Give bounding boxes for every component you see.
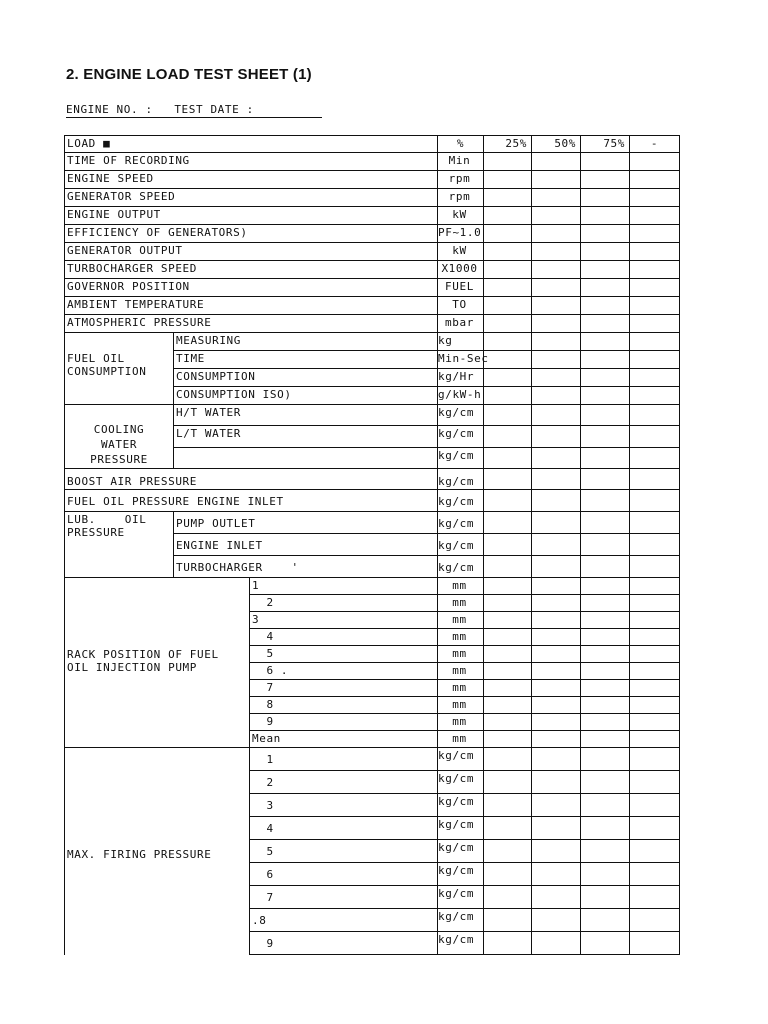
firing-item-2-unit: kg/cm xyxy=(437,770,484,794)
firing-item-3-value-3[interactable] xyxy=(580,793,630,817)
rack-item-8-label: 8 xyxy=(249,696,438,714)
row-engine-output-value-4[interactable] xyxy=(629,206,680,225)
firing-item-2-value-2[interactable] xyxy=(531,770,581,794)
row-generator-speed-value-3[interactable] xyxy=(580,188,630,207)
firing-item-4-value-2[interactable] xyxy=(531,816,581,840)
cooling-item-2-value-4[interactable] xyxy=(629,425,680,448)
firing-item-9-label: 9 xyxy=(249,931,438,955)
cooling-item-1-value-4[interactable] xyxy=(629,404,680,426)
rack-item-2-value-3[interactable] xyxy=(580,594,630,612)
row-generator-speed-unit: rpm xyxy=(437,188,484,207)
firing-item-9-value-3[interactable] xyxy=(580,931,630,955)
rack-item-10-value-4[interactable] xyxy=(629,730,680,748)
fuel_oil-item-4-value-4[interactable] xyxy=(629,386,680,405)
row-engine-output-value-1[interactable] xyxy=(483,206,532,225)
row-atmospheric-pressure-label: ATMOSPHERIC PRESSURE xyxy=(64,314,438,333)
lub-group-label: LUB. OIL PRESSURE xyxy=(64,511,174,578)
rack-item-8-value-3[interactable] xyxy=(580,696,630,714)
row-engine-speed-unit: rpm xyxy=(437,170,484,189)
firing-item-6-label: 6 xyxy=(249,862,438,886)
rack-item-8-value-1[interactable] xyxy=(483,696,532,714)
rack-item-3-value-2[interactable] xyxy=(531,611,581,629)
lub-item-3-value-2[interactable] xyxy=(531,555,581,578)
firing-item-6-value-3[interactable] xyxy=(580,862,630,886)
firing-item-5-value-2[interactable] xyxy=(531,839,581,863)
fuel_oil-item-3-value-3[interactable] xyxy=(580,368,630,387)
fuel_oil-item-2-unit: Min-Sec xyxy=(437,350,484,369)
load-header-unit: % xyxy=(437,135,484,153)
rack-item-2-value-1[interactable] xyxy=(483,594,532,612)
firing-item-4-value-3[interactable] xyxy=(580,816,630,840)
row-ambient-temperature-value-2[interactable] xyxy=(531,296,581,315)
rack-item-7-value-3[interactable] xyxy=(580,679,630,697)
cooling-item-1-value-2[interactable] xyxy=(531,404,581,426)
firing-item-1-value-3[interactable] xyxy=(580,747,630,771)
fuel_oil-item-3-value-2[interactable] xyxy=(531,368,581,387)
fuel_oil-item-2-value-2[interactable] xyxy=(531,350,581,369)
rack-item-6-value-4[interactable] xyxy=(629,662,680,680)
firing-item-1-value-2[interactable] xyxy=(531,747,581,771)
cooling-item-2-label: L/T WATER xyxy=(173,425,438,448)
rack-item-10-value-1[interactable] xyxy=(483,730,532,748)
cooling-item-3-value-4[interactable] xyxy=(629,447,680,469)
row-turbocharger-speed-value-3[interactable] xyxy=(580,260,630,279)
cooling-item-3-label xyxy=(173,447,438,469)
rack-item-4-label: 4 xyxy=(249,628,438,646)
row-engine-speed-value-1[interactable] xyxy=(483,170,532,189)
fuel_oil-item-1-label: MEASURING xyxy=(173,332,438,351)
cooling-item-1-unit: kg/cm xyxy=(437,404,484,426)
fuel_oil-item-3-value-4[interactable] xyxy=(629,368,680,387)
fuel_oil-item-1-value-4[interactable] xyxy=(629,332,680,351)
row-governor-position-label: GOVERNOR POSITION xyxy=(64,278,438,297)
row-generator-output-value-4[interactable] xyxy=(629,242,680,261)
row-generator-output-value-3[interactable] xyxy=(580,242,630,261)
rack-item-5-unit: mm xyxy=(437,645,484,663)
row-engine-speed-value-2[interactable] xyxy=(531,170,581,189)
row-time-of-recording-value-2[interactable] xyxy=(531,152,581,171)
row-ambient-temperature-value-1[interactable] xyxy=(483,296,532,315)
rack-item-6-label: 6 . xyxy=(249,662,438,680)
firing-item-2-value-3[interactable] xyxy=(580,770,630,794)
fuel_oil-item-4-unit: g/kW-h xyxy=(437,386,484,405)
boost-air-pressure-label: BOOST AIR PRESSURE xyxy=(64,468,438,490)
rack-item-7-unit: mm xyxy=(437,679,484,697)
boost-air-pressure-value-2[interactable] xyxy=(531,468,581,490)
fuel_oil-item-3-value-1[interactable] xyxy=(483,368,532,387)
fuel_oil-group-label: FUEL OIL CONSUMPTION xyxy=(64,332,174,405)
row-engine-output-value-3[interactable] xyxy=(580,206,630,225)
row-ambient-temperature-label: AMBIENT TEMPERATURE xyxy=(64,296,438,315)
rack-item-10-label: Mean xyxy=(249,730,438,748)
cooling-item-1-value-1[interactable] xyxy=(483,404,532,426)
row-time-of-recording-label: TIME OF RECORDING xyxy=(64,152,438,171)
firing-item-5-label: 5 xyxy=(249,839,438,863)
row-engine-speed-value-3[interactable] xyxy=(580,170,630,189)
row-generator-speed-label: GENERATOR SPEED xyxy=(64,188,438,207)
load-col-1: 25% xyxy=(483,135,532,153)
rack-item-10-value-3[interactable] xyxy=(580,730,630,748)
firing-item-1-value-1[interactable] xyxy=(483,747,532,771)
lub-item-3-label: TURBOCHARGER ' xyxy=(173,555,438,578)
rack-item-7-value-2[interactable] xyxy=(531,679,581,697)
row-time-of-recording-value-4[interactable] xyxy=(629,152,680,171)
row-turbocharger-speed-value-4[interactable] xyxy=(629,260,680,279)
row-generator-speed-value-2[interactable] xyxy=(531,188,581,207)
firing-item-8-label: .8 xyxy=(249,908,438,932)
row-turbocharger-speed-unit: X1000 xyxy=(437,260,484,279)
row-engine-output-value-2[interactable] xyxy=(531,206,581,225)
fuel_oil-item-1-value-1[interactable] xyxy=(483,332,532,351)
cooling-item-2-value-1[interactable] xyxy=(483,425,532,448)
rack-group-label: RACK POSITION OF FUEL OIL INJECTION PUMP xyxy=(64,577,250,748)
rack-item-3-value-3[interactable] xyxy=(580,611,630,629)
rack-item-2-unit: mm xyxy=(437,594,484,612)
firing-item-4-value-1[interactable] xyxy=(483,816,532,840)
boost-air-pressure-unit: kg/cm xyxy=(437,468,484,490)
fuel-oil-inlet-value-1[interactable] xyxy=(483,489,532,512)
cooling-item-3-unit: kg/cm xyxy=(437,447,484,469)
rack-item-5-label: 5 xyxy=(249,645,438,663)
fuel-oil-inlet-unit: kg/cm xyxy=(437,489,484,512)
rack-item-2-label: 2 xyxy=(249,594,438,612)
rack-item-5-value-2[interactable] xyxy=(531,645,581,663)
cooling-item-2-value-2[interactable] xyxy=(531,425,581,448)
lub-item-1-value-2[interactable] xyxy=(531,511,581,534)
fuel_oil-item-2-value-4[interactable] xyxy=(629,350,680,369)
firing-item-9-unit: kg/cm xyxy=(437,931,484,955)
rack-item-5-value-4[interactable] xyxy=(629,645,680,663)
firing-group-label: MAX. FIRING PRESSURE xyxy=(64,747,250,955)
fuel_oil-item-1-value-2[interactable] xyxy=(531,332,581,351)
load-col-4: - xyxy=(629,135,680,153)
cooling-item-1-label: H/T WATER xyxy=(173,404,438,426)
fuel_oil-item-2-value-3[interactable] xyxy=(580,350,630,369)
fuel-oil-inlet-label: FUEL OIL PRESSURE ENGINE INLET xyxy=(64,489,438,512)
rack-item-4-value-3[interactable] xyxy=(580,628,630,646)
lub-item-3-unit: kg/cm xyxy=(437,555,484,578)
firing-item-1-value-4[interactable] xyxy=(629,747,680,771)
row-engine-speed-value-4[interactable] xyxy=(629,170,680,189)
rack-item-3-label: 3 xyxy=(249,611,438,629)
firing-item-2-label: 2 xyxy=(249,770,438,794)
firing-item-1-label: 1 xyxy=(249,747,438,771)
firing-item-2-value-1[interactable] xyxy=(483,770,532,794)
firing-item-7-unit: kg/cm xyxy=(437,885,484,909)
rack-item-1-value-2[interactable] xyxy=(531,577,581,595)
fuel-oil-inlet-value-2[interactable] xyxy=(531,489,581,512)
fuel_oil-item-4-label: CONSUMPTION ISO) xyxy=(173,386,438,405)
firing-item-5-unit: kg/cm xyxy=(437,839,484,863)
rack-item-1-value-4[interactable] xyxy=(629,577,680,595)
rack-item-4-value-2[interactable] xyxy=(531,628,581,646)
cooling-item-3-value-1[interactable] xyxy=(483,447,532,469)
firing-item-8-value-1[interactable] xyxy=(483,908,532,932)
boost-air-pressure-value-4[interactable] xyxy=(629,468,680,490)
firing-item-3-value-1[interactable] xyxy=(483,793,532,817)
row-time-of-recording-value-1[interactable] xyxy=(483,152,532,171)
firing-item-9-value-2[interactable] xyxy=(531,931,581,955)
firing-item-5-value-1[interactable] xyxy=(483,839,532,863)
load-col-3: 75% xyxy=(580,135,630,153)
fuel_oil-item-3-label: CONSUMPTION xyxy=(173,368,438,387)
fuel_oil-item-2-label: TIME xyxy=(173,350,438,369)
row-ambient-temperature-value-3[interactable] xyxy=(580,296,630,315)
rack-item-9-label: 9 xyxy=(249,713,438,731)
rack-item-1-label: 1 xyxy=(249,577,438,595)
row-generator-output-value-1[interactable] xyxy=(483,242,532,261)
rack-item-1-unit: mm xyxy=(437,577,484,595)
row-atmospheric-pressure-value-2[interactable] xyxy=(531,314,581,333)
fuel-oil-inlet-value-4[interactable] xyxy=(629,489,680,512)
row-efficiency-of-generators-value-2[interactable] xyxy=(531,224,581,243)
row-atmospheric-pressure-value-3[interactable] xyxy=(580,314,630,333)
rack-item-4-unit: mm xyxy=(437,628,484,646)
firing-item-2-value-4[interactable] xyxy=(629,770,680,794)
rack-item-7-value-1[interactable] xyxy=(483,679,532,697)
firing-item-5-value-3[interactable] xyxy=(580,839,630,863)
row-engine-output-unit: kW xyxy=(437,206,484,225)
firing-item-7-value-4[interactable] xyxy=(629,885,680,909)
row-governor-position-value-2[interactable] xyxy=(531,278,581,297)
page-title: 2. ENGINE LOAD TEST SHEET (1) xyxy=(66,66,312,83)
rack-item-10-unit: mm xyxy=(437,730,484,748)
firing-item-8-value-2[interactable] xyxy=(531,908,581,932)
row-governor-position-value-1[interactable] xyxy=(483,278,532,297)
row-generator-speed-value-4[interactable] xyxy=(629,188,680,207)
lub-item-2-value-3[interactable] xyxy=(580,533,630,556)
row-efficiency-of-generators-unit: PF~1.0 xyxy=(437,224,484,243)
row-atmospheric-pressure-unit: mbar xyxy=(437,314,484,333)
rack-item-2-value-4[interactable] xyxy=(629,594,680,612)
rack-item-5-value-1[interactable] xyxy=(483,645,532,663)
firing-item-3-value-2[interactable] xyxy=(531,793,581,817)
firing-item-3-label: 3 xyxy=(249,793,438,817)
boost-air-pressure-value-3[interactable] xyxy=(580,468,630,490)
lub-item-2-value-2[interactable] xyxy=(531,533,581,556)
row-governor-position-unit: FUEL xyxy=(437,278,484,297)
firing-item-6-value-4[interactable] xyxy=(629,862,680,886)
row-generator-output-unit: kW xyxy=(437,242,484,261)
firing-item-9-value-1[interactable] xyxy=(483,931,532,955)
firing-item-3-unit: kg/cm xyxy=(437,793,484,817)
row-time-of-recording-unit: Min xyxy=(437,152,484,171)
lub-item-3-value-4[interactable] xyxy=(629,555,680,578)
rack-item-3-unit: mm xyxy=(437,611,484,629)
row-ambient-temperature-unit: TO xyxy=(437,296,484,315)
rack-item-6-value-1[interactable] xyxy=(483,662,532,680)
fuel_oil-item-4-value-2[interactable] xyxy=(531,386,581,405)
engine-no-test-date: ENGINE NO. : TEST DATE : xyxy=(66,103,322,118)
rack-item-9-value-2[interactable] xyxy=(531,713,581,731)
rack-item-8-unit: mm xyxy=(437,696,484,714)
row-turbocharger-speed-label: TURBOCHARGER SPEED xyxy=(64,260,438,279)
row-ambient-temperature-value-4[interactable] xyxy=(629,296,680,315)
lub-item-2-value-1[interactable] xyxy=(483,533,532,556)
firing-item-6-value-2[interactable] xyxy=(531,862,581,886)
rack-item-4-value-1[interactable] xyxy=(483,628,532,646)
firing-item-3-value-4[interactable] xyxy=(629,793,680,817)
cooling-item-1-value-3[interactable] xyxy=(580,404,630,426)
load-col-2: 50% xyxy=(531,135,581,153)
rack-item-7-label: 7 xyxy=(249,679,438,697)
row-generator-speed-value-1[interactable] xyxy=(483,188,532,207)
lub-item-3-value-3[interactable] xyxy=(580,555,630,578)
rack-item-3-value-4[interactable] xyxy=(629,611,680,629)
rack-item-3-value-1[interactable] xyxy=(483,611,532,629)
row-efficiency-of-generators-value-1[interactable] xyxy=(483,224,532,243)
rack-item-10-value-2[interactable] xyxy=(531,730,581,748)
rack-item-6-value-2[interactable] xyxy=(531,662,581,680)
rack-item-9-value-1[interactable] xyxy=(483,713,532,731)
cooling-item-2-value-3[interactable] xyxy=(580,425,630,448)
fuel_oil-item-1-unit: kg xyxy=(437,332,484,351)
lub-item-3-value-1[interactable] xyxy=(483,555,532,578)
firing-item-6-unit: kg/cm xyxy=(437,862,484,886)
rack-item-6-value-3[interactable] xyxy=(580,662,630,680)
lub-item-1-value-1[interactable] xyxy=(483,511,532,534)
firing-item-4-value-4[interactable] xyxy=(629,816,680,840)
row-efficiency-of-generators-value-3[interactable] xyxy=(580,224,630,243)
rack-item-7-value-4[interactable] xyxy=(629,679,680,697)
cooling-item-3-value-2[interactable] xyxy=(531,447,581,469)
firing-item-4-label: 4 xyxy=(249,816,438,840)
firing-item-8-value-3[interactable] xyxy=(580,908,630,932)
row-generator-output-label: GENERATOR OUTPUT xyxy=(64,242,438,261)
fuel-oil-inlet-value-3[interactable] xyxy=(580,489,630,512)
lub-item-1-unit: kg/cm xyxy=(437,511,484,534)
rack-item-9-value-4[interactable] xyxy=(629,713,680,731)
row-generator-output-value-2[interactable] xyxy=(531,242,581,261)
row-atmospheric-pressure-value-4[interactable] xyxy=(629,314,680,333)
fuel_oil-item-2-value-1[interactable] xyxy=(483,350,532,369)
row-engine-speed-label: ENGINE SPEED xyxy=(64,170,438,189)
rack-item-1-value-1[interactable] xyxy=(483,577,532,595)
firing-item-9-value-4[interactable] xyxy=(629,931,680,955)
rack-item-9-unit: mm xyxy=(437,713,484,731)
row-engine-output-label: ENGINE OUTPUT xyxy=(64,206,438,225)
firing-item-7-label: 7 xyxy=(249,885,438,909)
rack-item-9-value-3[interactable] xyxy=(580,713,630,731)
fuel_oil-item-4-value-1[interactable] xyxy=(483,386,532,405)
row-turbocharger-speed-value-2[interactable] xyxy=(531,260,581,279)
rack-item-8-value-2[interactable] xyxy=(531,696,581,714)
rack-item-5-value-3[interactable] xyxy=(580,645,630,663)
row-time-of-recording-value-3[interactable] xyxy=(580,152,630,171)
firing-item-7-value-2[interactable] xyxy=(531,885,581,909)
firing-item-5-value-4[interactable] xyxy=(629,839,680,863)
rack-item-8-value-4[interactable] xyxy=(629,696,680,714)
boost-air-pressure-value-1[interactable] xyxy=(483,468,532,490)
row-governor-position-value-3[interactable] xyxy=(580,278,630,297)
row-governor-position-value-4[interactable] xyxy=(629,278,680,297)
row-efficiency-of-generators-value-4[interactable] xyxy=(629,224,680,243)
lub-item-2-label: ENGINE INLET xyxy=(173,533,438,556)
fuel_oil-item-3-unit: kg/Hr xyxy=(437,368,484,387)
lub-item-2-value-4[interactable] xyxy=(629,533,680,556)
cooling-item-2-unit: kg/cm xyxy=(437,425,484,448)
rack-item-4-value-4[interactable] xyxy=(629,628,680,646)
row-efficiency-of-generators-label: EFFICIENCY OF GENERATORS) xyxy=(64,224,438,243)
cooling-item-3-value-3[interactable] xyxy=(580,447,630,469)
lub-item-1-label: PUMP OUTLET xyxy=(173,511,438,534)
firing-item-7-value-3[interactable] xyxy=(580,885,630,909)
firing-item-8-unit: kg/cm xyxy=(437,908,484,932)
rack-item-6-unit: mm xyxy=(437,662,484,680)
fuel_oil-item-4-value-3[interactable] xyxy=(580,386,630,405)
firing-item-8-value-4[interactable] xyxy=(629,908,680,932)
fuel_oil-item-1-value-3[interactable] xyxy=(580,332,630,351)
lub-item-2-unit: kg/cm xyxy=(437,533,484,556)
lub-item-1-value-3[interactable] xyxy=(580,511,630,534)
firing-item-4-unit: kg/cm xyxy=(437,816,484,840)
rack-item-2-value-2[interactable] xyxy=(531,594,581,612)
load-test-table xyxy=(64,135,679,950)
lub-item-1-value-4[interactable] xyxy=(629,511,680,534)
rack-item-1-value-3[interactable] xyxy=(580,577,630,595)
firing-item-7-value-1[interactable] xyxy=(483,885,532,909)
row-atmospheric-pressure-value-1[interactable] xyxy=(483,314,532,333)
row-turbocharger-speed-value-1[interactable] xyxy=(483,260,532,279)
firing-item-6-value-1[interactable] xyxy=(483,862,532,886)
firing-item-1-unit: kg/cm xyxy=(437,747,484,771)
cooling-group-label: COOLING WATER PRESSURE xyxy=(64,404,174,469)
load-header-label: LOAD ■ xyxy=(64,135,438,153)
